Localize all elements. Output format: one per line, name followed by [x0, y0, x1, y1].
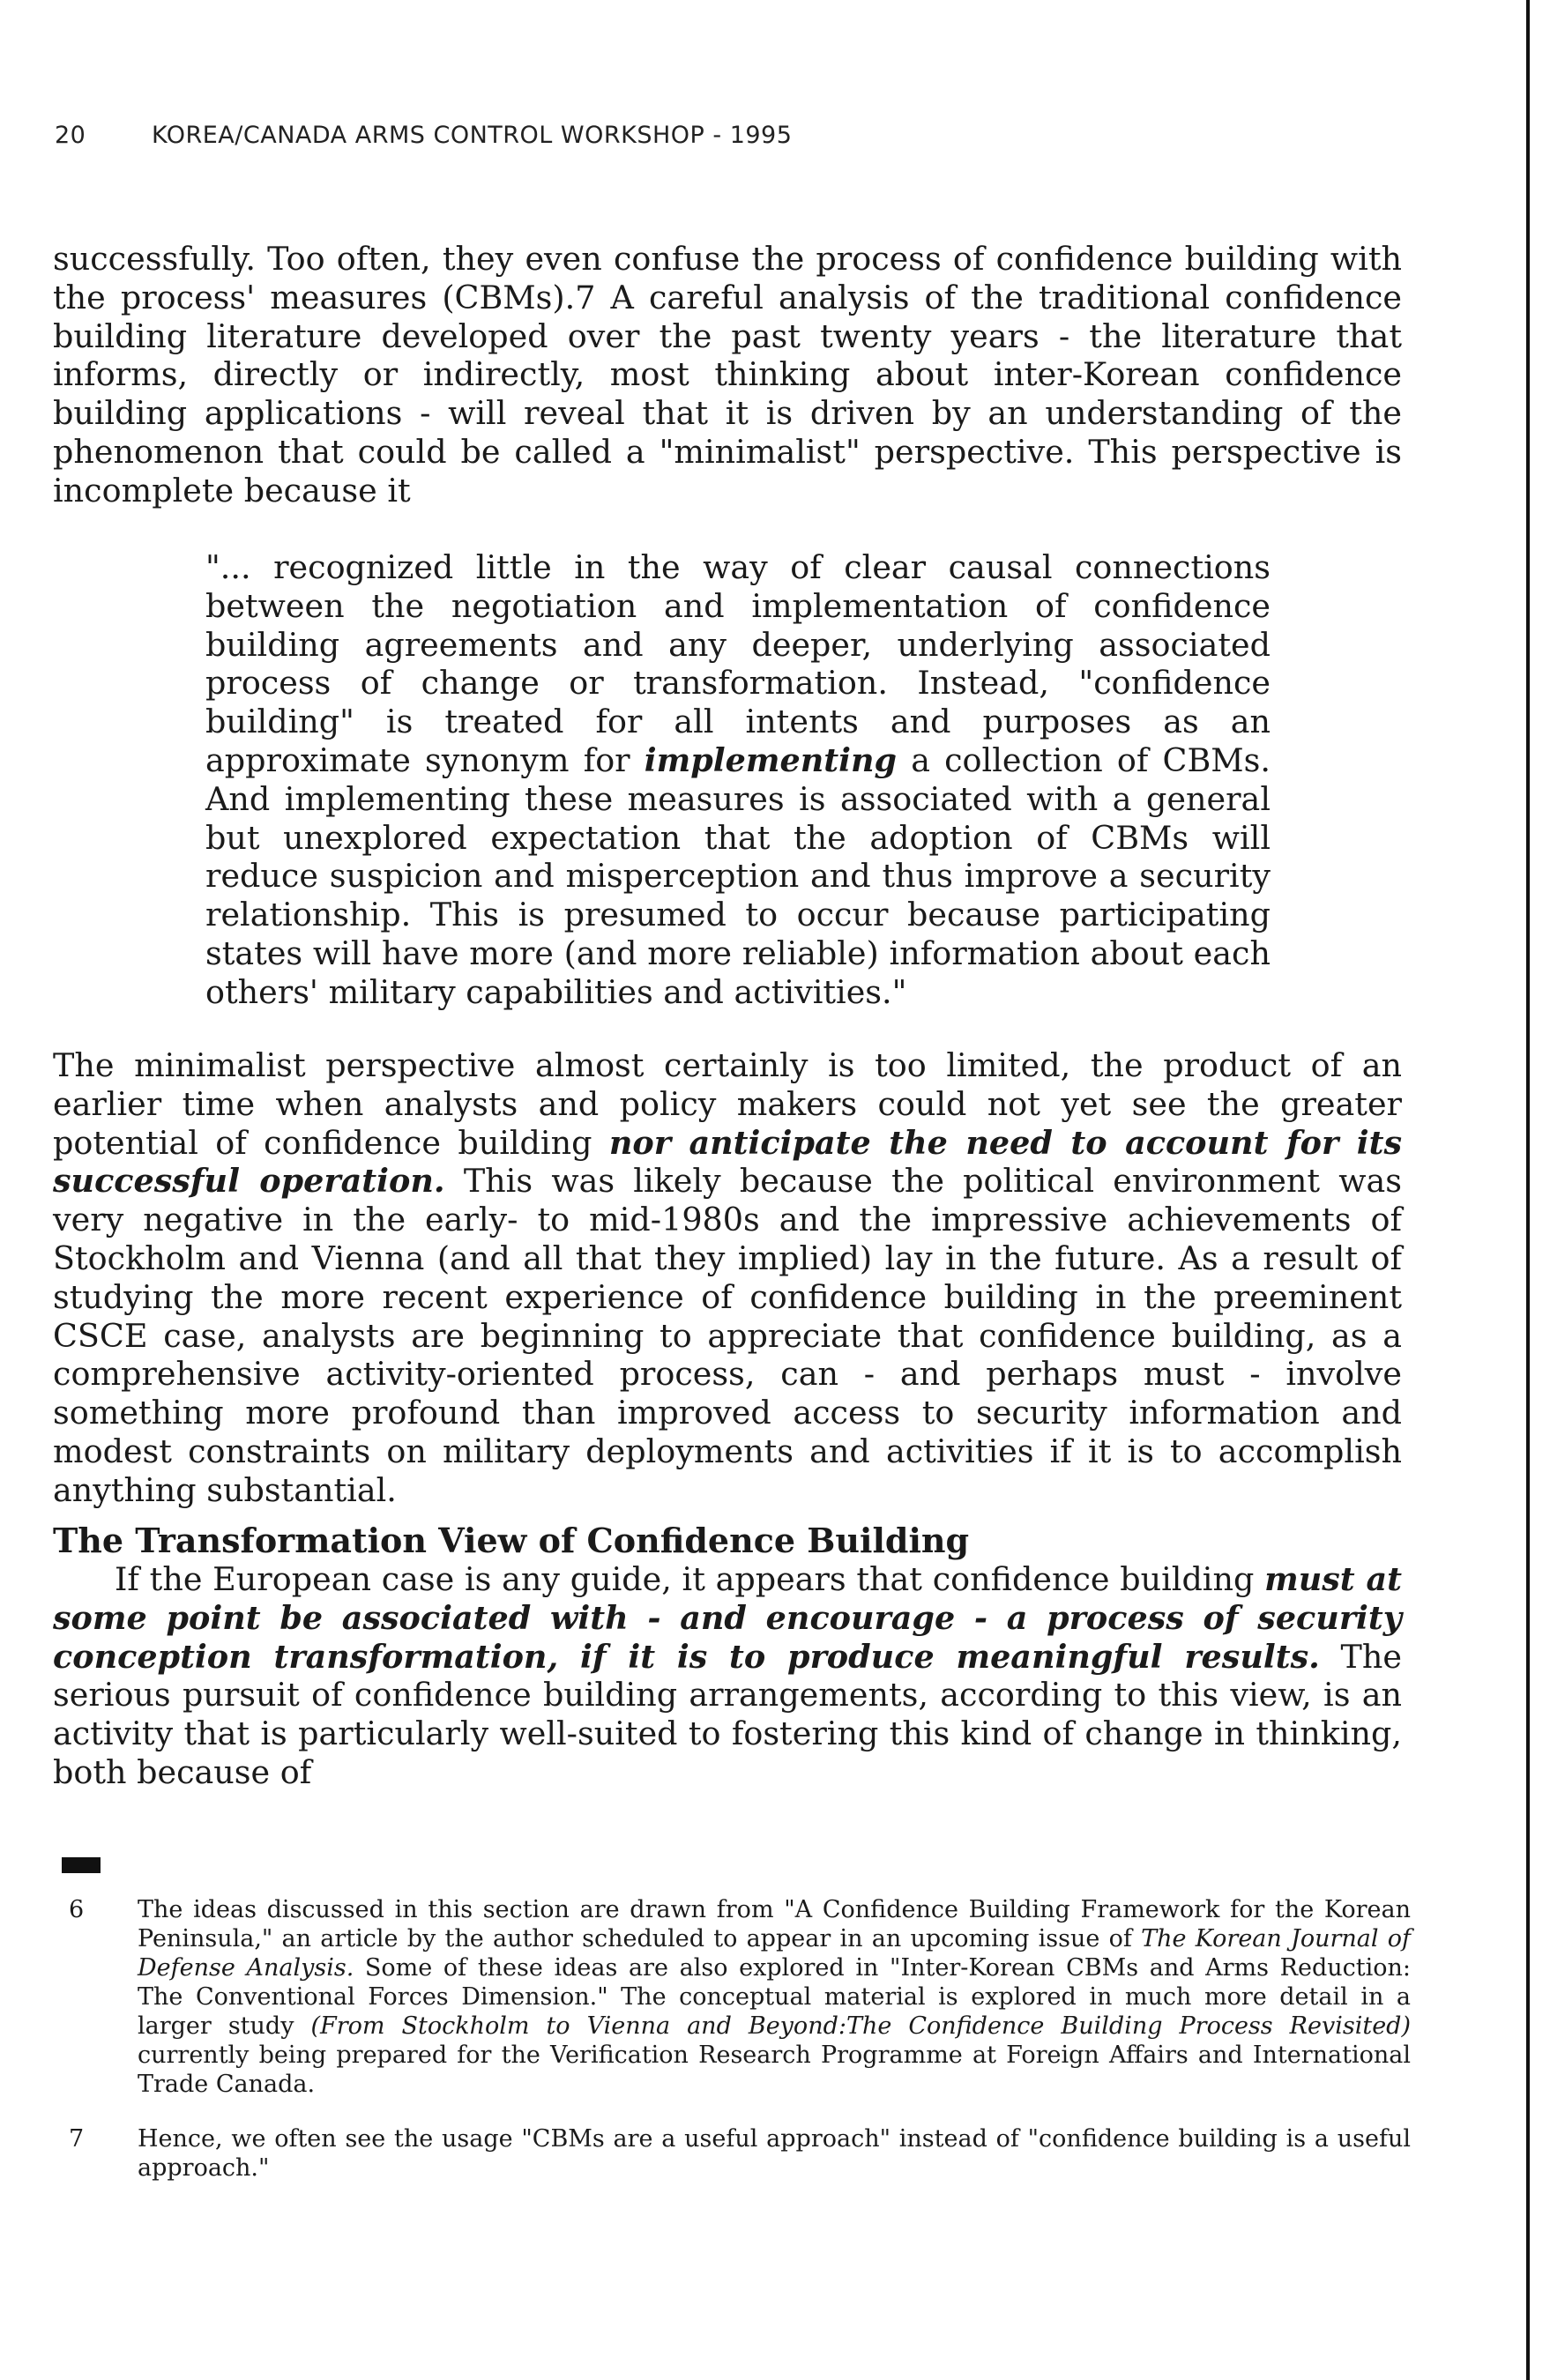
paragraph-1: successfully. Too often, they even confuse the process of confidence building with the process' measures (CBMs).7 A careful analysis of the traditional confidence building literature developed over the past twenty years - the literature that informs, directly or indirectly, most thinking about inter-Korean confidence building applications - will reveal that it is driven by an understanding of the phenomenon that could be called a "minimalist" perspective. This perspective is incomplete because it: [53, 240, 1402, 509]
paragraph-2-emphasis: nor anticipate the need to account for its successful operation.: [53, 1123, 1402, 1201]
quote-text-1: "... recognized little in the way of clear causal connections between the negotiation and implementation of confidence building agreements and any deeper, underlying associated process of change or transformation. Instead, "confidence building" is treated for all intents and purposes as an approximate synonym for: [205, 548, 1271, 779]
paragraph-2-text-1: The minimalist perspective almost certainly is too limited, the product of an earlier time when analysts and policy makers could not yet see the greater potential of confidence building: [53, 1046, 1402, 1162]
footnote-6-journal-title: The Korean Journal of Defense Analysis.: [138, 1925, 1411, 1982]
quote-emphasis: implementing: [644, 740, 898, 779]
footnote-6-study-title: (From Stockholm to Vienna and Beyond:The Confidence Building Process Revisited): [310, 2012, 1411, 2040]
paragraph-3-emphasis: must at some point be associated with - and encourage - a process of security conception transformation, if it is to produce meaningful results.: [53, 1560, 1402, 1676]
running-title: KOREA/CANADA ARMS CONTROL WORKSHOP - 1995: [152, 122, 793, 149]
footnote-separator: [62, 1857, 101, 1873]
footnote-6-text-1: The ideas discussed in this section are drawn from "A Confidence Building Framework for the Korean Peninsula," an article by the author scheduled to appear in an upcoming issue of: [138, 1896, 1411, 1952]
paragraph-2: [53, 1046, 1402, 1510]
footnote-6-text-2: Some of these ideas are also explored in "Inter-Korean CBMs and Arms Reduction: The Conventional Forces Dimension." The conceptual material is explored in much more detail in a larger study: [138, 1954, 1411, 2040]
page-edge-rule: [1526, 0, 1530, 2380]
paragraph-2-text-2: This was likely because the political environment was very negative in the early- to mid-1980s and the impressive achievements of Stockholm and Vienna (and all that they implied) lay in the future. As a result of studying the more recent experience of confidence building in the preeminent CSCE case, analysts are beginning to appreciate that confidence building, as a comprehensive activity-oriented process, can - and perhaps must - involve something more profound than improved access to security information and modest constraints on military deployments and activities if it is to accomplish anything substantial.: [53, 1162, 1403, 1509]
paragraph-3: [53, 1560, 1402, 1792]
footnote-number: 6: [69, 1896, 85, 1923]
block-quote: [205, 548, 1271, 1012]
footnote-text: Hence, we often see the usage "CBMs are a useful approach" instead of "confidence building is a useful approach.": [138, 2125, 1411, 2182]
paragraph-3-text-1: If the European case is any guide, it appears that confidence building: [115, 1560, 1265, 1598]
page-number: 20: [55, 122, 86, 149]
footnote-number: 7: [69, 2125, 85, 2153]
quote-text-2: a collection of CBMs. And implementing these measures is associated with a general but unexplored expectation that the adoption of CBMs will reduce suspicion and misperception and thus improve a security relationship. This is presumed to occur because participating states will have more (and more reliable) information about each others' military capabilities and activities.": [205, 740, 1271, 1011]
running-header: [55, 122, 792, 149]
footnote-text: [138, 1895, 1411, 2099]
paragraph-3-text-2: The serious pursuit of confidence building arrangements, according to this view, is an activity that is particularly well-suited to fostering this kind of change in thinking, both because of: [53, 1637, 1402, 1791]
footnote-6: [53, 1895, 1411, 2099]
footnote-6-text-3: currently being prepared for the Verification Research Programme at Foreign Affairs and International Trade Canada.: [138, 2042, 1411, 2098]
section-heading: The Transformation View of Confidence Building: [53, 1521, 970, 1560]
footnote-7: [53, 2124, 1411, 2183]
